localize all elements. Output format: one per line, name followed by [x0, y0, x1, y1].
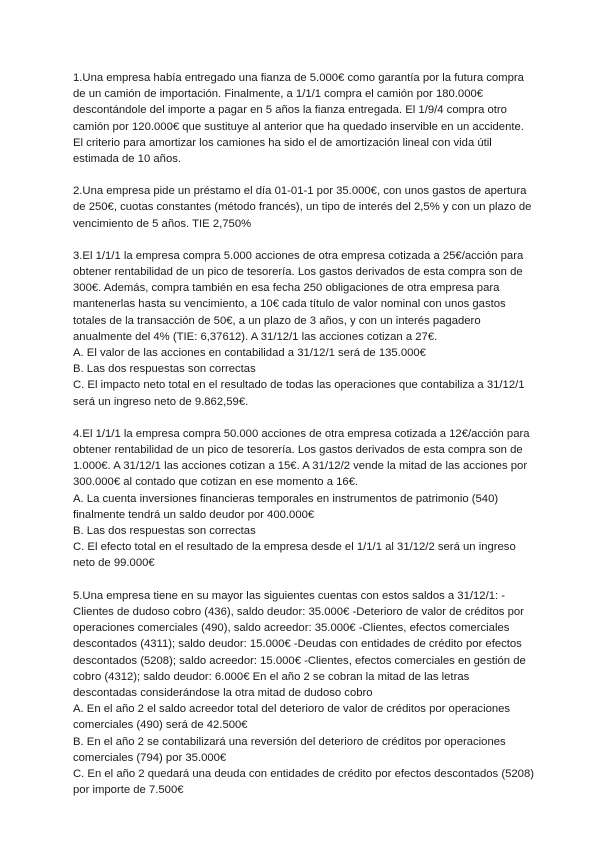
question-1 [73, 70, 536, 167]
question-3 [73, 248, 536, 410]
answer-option-b: B. Las dos respuestas son correctas [73, 363, 256, 376]
question-5 [73, 588, 536, 799]
answer-option-c: C. En el año 2 quedará una deuda con entidades de crédito por efectos descontados (5208) por importe de 7.500€ [73, 767, 534, 797]
question-4 [73, 426, 536, 572]
answer-option-a: A. El valor de las acciones en contabilidad a 31/12/1 será de 135.000€ [73, 347, 426, 360]
question-2 [73, 183, 536, 232]
answer-option-c: C. El efecto total en el resultado de la empresa desde el 1/1/1 al 31/12/2 será un ingreso neto de 99.000€ [73, 541, 516, 570]
question-text: 3.El 1/1/1 la empresa compra 5.000 acciones de otra empresa cotizada a 25€/acción para obtener rentabilidad de un pico de tesorería. Los gastos derivados de esta compra son de 300€. Además, compra también en esa fecha 250 obligaciones de otra empresa para mantenerlas hasta su vencimiento, a 10€ cada título de valor nominal con unos gastos totales de la transacción de 50€, a un plazo de 3 años, y con un interés pagadero anualmente del 4% (TIE: 6,37612). A 31/12/1 las acciones cotizan a 27€. [73, 249, 524, 343]
answer-option-c: C. El impacto neto total en el resultado de todas las operaciones que contabiliza a 31/12/1 será un ingreso neto de 9.862,59€. [73, 379, 525, 408]
answer-option-b: B. En el año 2 se contabilizará una reversión del deterioro de créditos por operaciones comerciales (794) por 35.000€ [73, 735, 506, 764]
question-text: 2.Una empresa pide un préstamo el día 01-01-1 por 35.000€, con unos gastos de apertura de 250€, cuotas constantes (método francés), un tipo de interés del 2,5% y con un plazo de vencimiento de 5 años. TIE 2,750% [73, 185, 532, 230]
question-text: 5.Una empresa tiene en su mayor las siguientes cuentas con estos saldos a 31/12/1: -Clientes de dudoso cobro (436), saldo deudor: 35.000€ -Deterioro de valor de créditos por operaciones comerciales (490), saldo acreedor: 35.000€ -Clientes, efectos comerciales descontados (4311); saldo deudor: 15.000€ -Deudas con entidades de crédito por efectos descontados (5208); saldo acreedor: 15.000€ -Clientes, efectos comerciales en gestión de cobro (4312); saldo deudor: 6.000€ En el año 2 se cobran la mitad de las letras descontadas considerándose la otra mitad de dudoso cobro [73, 589, 526, 699]
answer-option-a: A. En el año 2 el saldo acreedor total del deterioro de valor de créditos por operaciones comerciales (490) será de 42.500€ [73, 703, 511, 732]
answer-option-b: B. Las dos respuestas son correctas [73, 525, 256, 538]
answer-option-a: A. La cuenta inversiones financieras temporales en instrumentos de patrimonio (540) finalmente tendrá un saldo deudor por 400.000€ [73, 492, 499, 521]
question-text: 4.El 1/1/1 la empresa compra 50.000 acciones de otra empresa cotizada a 12€/acción para obtener rentabilidad de un pico de tesorería. Los gastos derivados de esta compra son de 1.000€. A 31/12/1 las acciones cotizan a 15€. A 31/12/2 vende la mitad de las acciones por 300.000€ al contado que cotizan en ese momento a 16€. [73, 427, 530, 489]
question-text: 1.Una empresa había entregado una fianza de 5.000€ como garantía por la futura compra de un camión de importación. Finalmente, a 1/1/1 compra el camión por 180.000€ descontándole del importe a pagar en 5 años la fianza entregada. El 1/9/4 compra otro camión por 120.000€ que sustituye al anterior que ha quedado inservible en un accidente. El criterio para amortizar los camiones ha sido el de amortización lineal con vida útil estimada de 10 años. [73, 72, 524, 166]
